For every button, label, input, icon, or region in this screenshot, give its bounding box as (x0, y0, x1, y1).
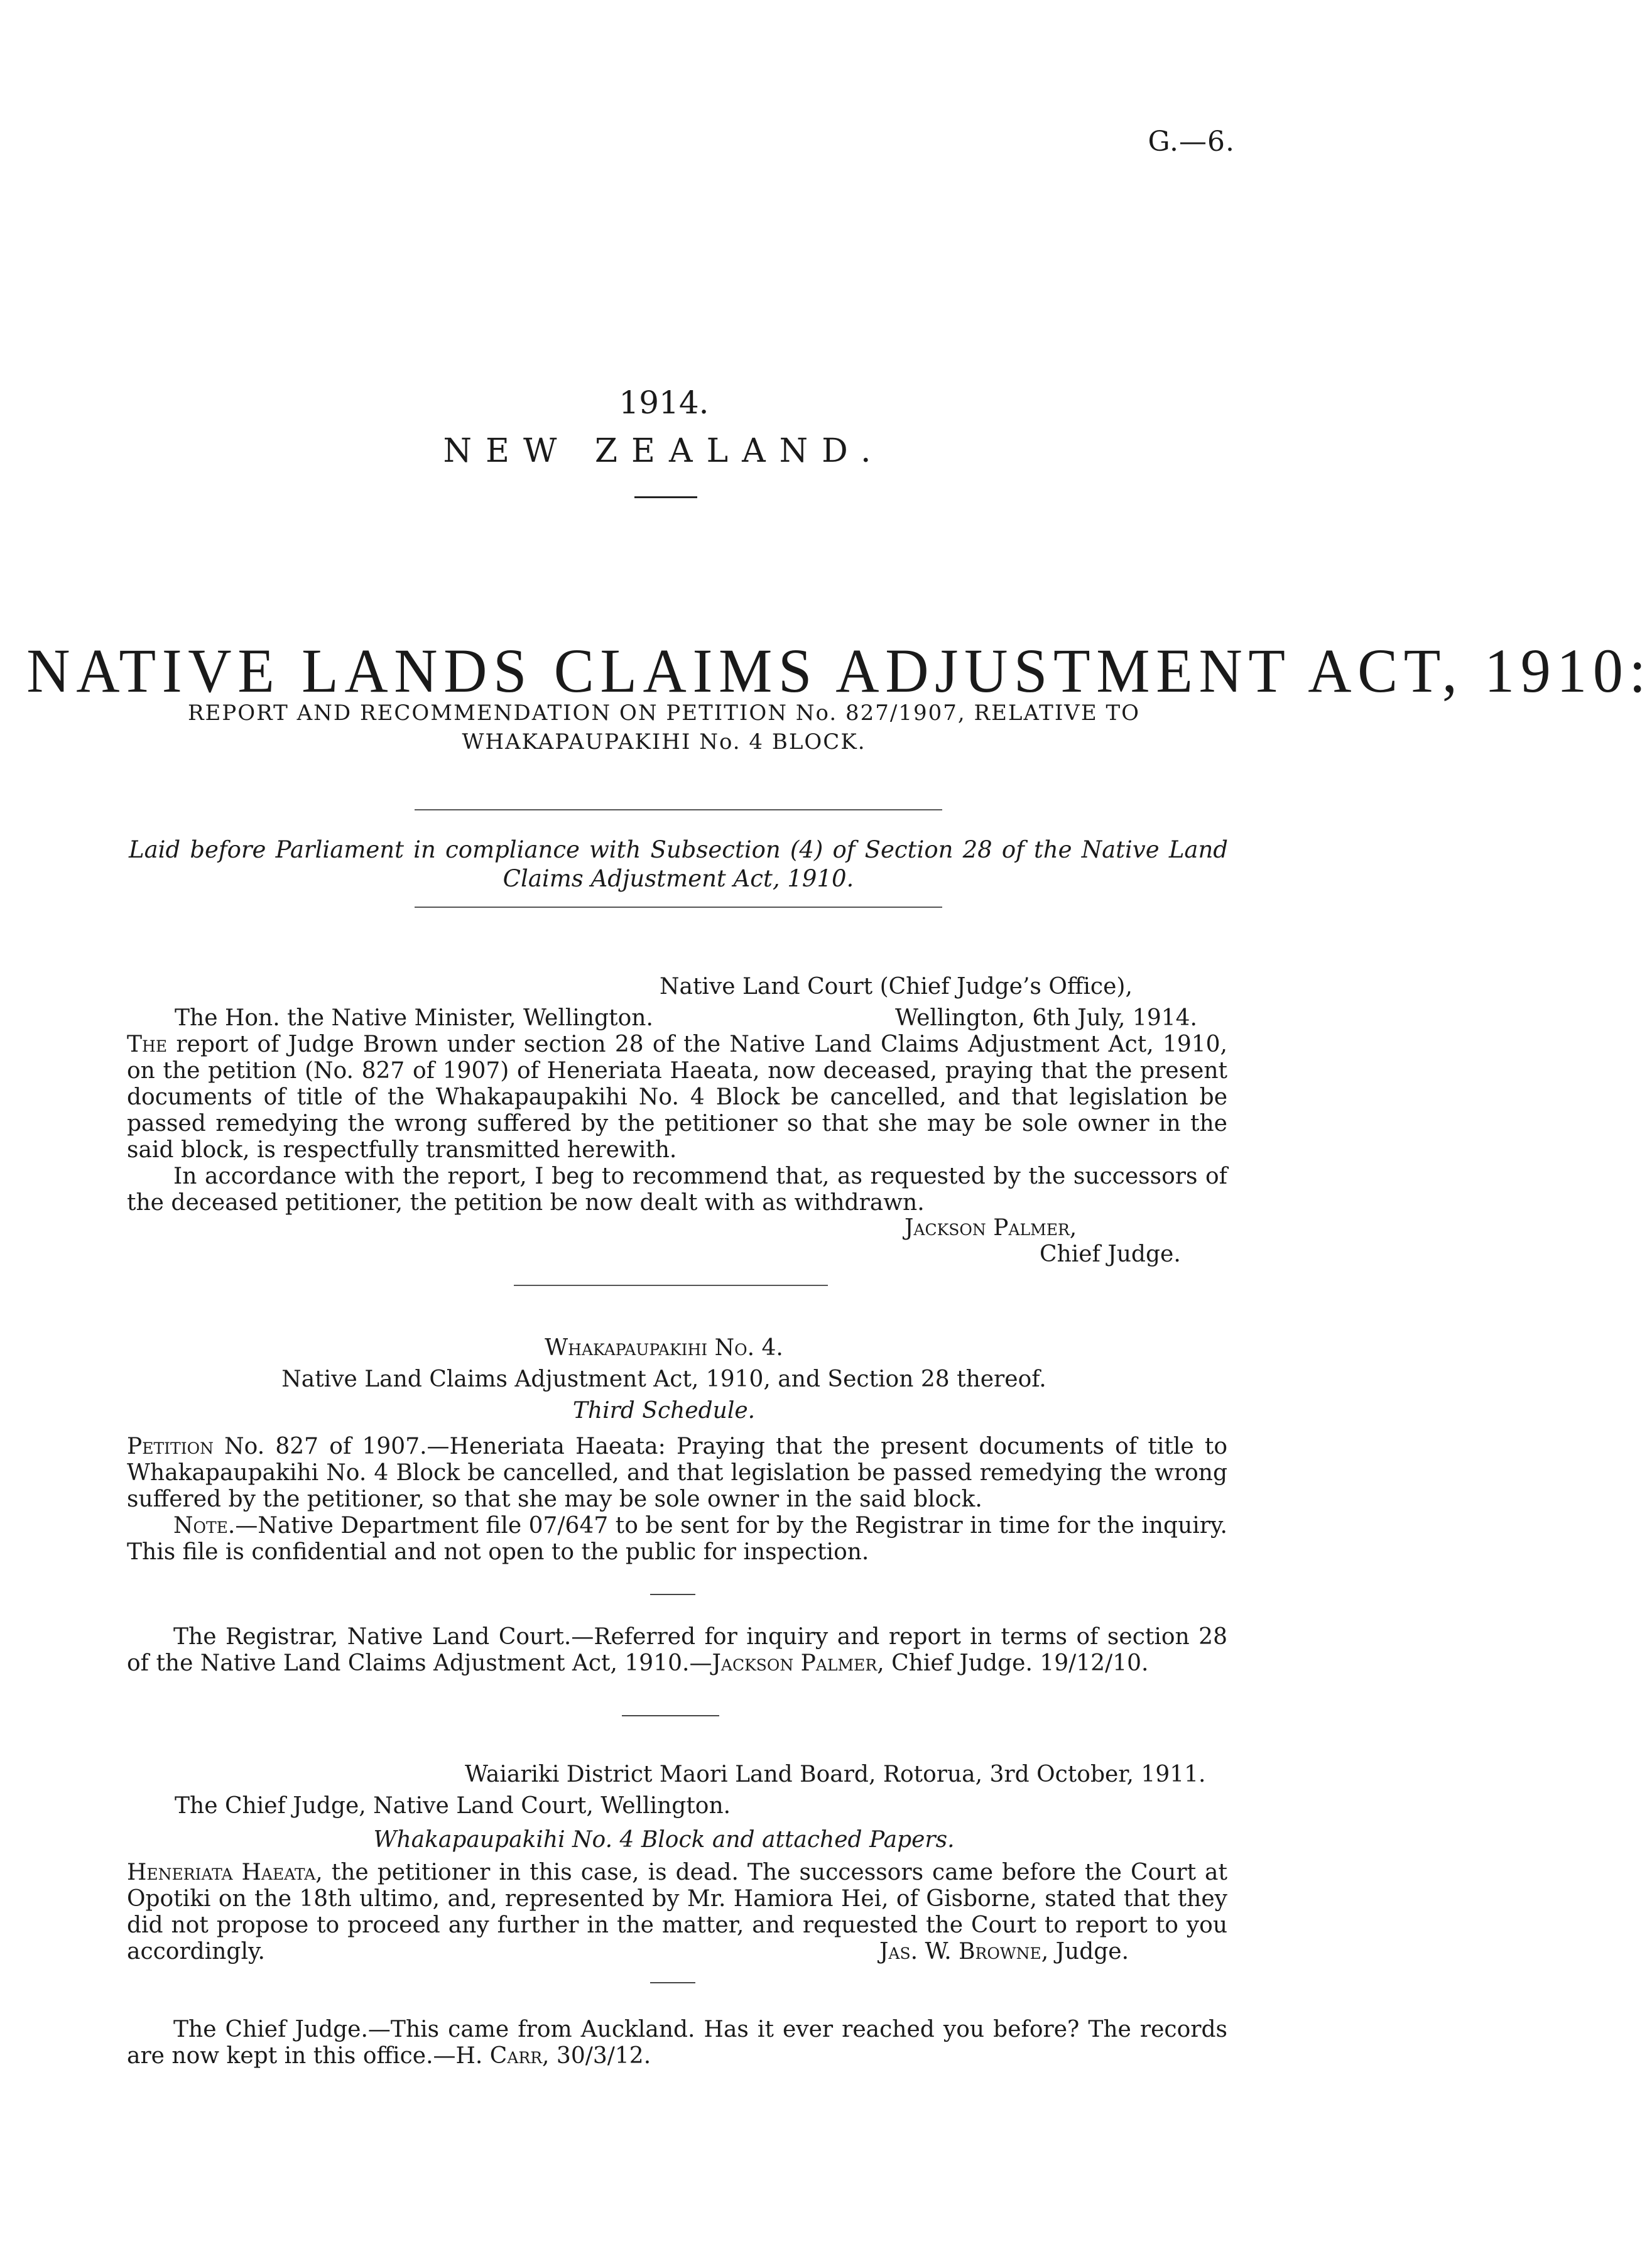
subtitle-line-1: REPORT AND RECOMMENDATION ON PETITION No. 827/1907, RELATIVE TO (187, 700, 1141, 726)
signature-tail: , Judge. (1041, 1939, 1129, 1964)
letter2-from: Waiariki District Maori Land Board, Rotorua, 3rd October, 1911. (465, 1762, 1206, 1787)
subtitle-line-2: WHAKAPAUPAKIHI No. 4 BLOCK. (462, 729, 866, 755)
letter-date: Wellington, 6th July, 1914. (895, 1005, 1197, 1031)
paragraph-lead: Heneriata Haeata (127, 1860, 316, 1885)
petition-paragraph (127, 1434, 1227, 1513)
divider (622, 1715, 719, 1716)
paragraph-lead: The (127, 1032, 168, 1057)
paragraph-text: The Chief Judge.—This came from Auckland. Has it ever reached you before? The records are now kept in this office.—H. (127, 2017, 1227, 2069)
paragraph-lead: Note. (173, 1513, 236, 1539)
paragraph-tail: , Chief Judge. 19/12/10. (877, 1650, 1149, 1676)
office-line: Native Land Court (Chief Judge’s Office), (660, 974, 1133, 1000)
paragraph-text: , the petitioner in this case, is dead. The successors came before the Court at Opotiki on the 18th ultimo, and, represented by Mr. Hamiora Hei, of Gisborne, stated that they did not propose to proceed any further in the matter, and requested the Court to report to you accordingly. (127, 1860, 1227, 1964)
paragraph-text: —Native Department file 07/647 to be sent for by the Registrar in time for the inquiry. This file is confidential and not open to the public for inspection. (127, 1513, 1227, 1565)
referral-signer: Jackson Palmer (712, 1650, 878, 1676)
divider (415, 809, 942, 810)
schedule-heading: Whakapaupakihi No. 4. (545, 1335, 783, 1361)
laid-before-parliament: Laid before Parliament in compliance with Subsection (4) of Section 28 of the Native Land Claims Adjustment Act, 1910. (129, 836, 1228, 892)
paper-reference: G.—6. (1148, 126, 1235, 158)
minute-signer: Carr (489, 2043, 543, 2069)
divider (650, 1594, 695, 1595)
referral-paragraph (127, 1624, 1227, 1677)
year: 1914. (619, 384, 709, 421)
paragraph-lead: Petition (127, 1434, 214, 1459)
letter2-to: The Chief Judge, Native Land Court, Wellington. (175, 1793, 731, 1819)
note-paragraph (127, 1513, 1227, 1566)
letter-paragraph-2: In accordance with the report, I beg to recommend that, as requested by the successors of the deceased petitioner, the petition be now dealt with as withdrawn. (127, 1163, 1227, 1216)
divider (415, 907, 942, 908)
letter2-signature (879, 1939, 1129, 1965)
paragraph-text: No. 827 of 1907.—Heneriata Haeata: Praying that the present documents of title to Whakapaupakihi No. 4 Block be cancelled, and that legislation be passed remedying the wrong suffered by the petitioner, so that she may be sole owner in the said block. (127, 1434, 1227, 1512)
addressee: The Hon. the Native Minister, Wellington. (175, 1005, 653, 1031)
letter-paragraph-1 (127, 1032, 1227, 1163)
country: NEW ZEALAND. (443, 432, 885, 470)
divider (634, 496, 697, 498)
minute-paragraph (127, 2017, 1227, 2069)
paragraph-text: The Registrar, Native Land Court.—Referred for inquiry and report in terms of section 28 of the Native Land Claims Adjustment Act, 1910.— (127, 1624, 1227, 1676)
divider (650, 1982, 695, 1983)
letter2-subject: Whakapaupakihi No. 4 Block and attached Papers. (373, 1827, 955, 1853)
paragraph-tail: , 30/3/12. (542, 2043, 651, 2069)
document-subtitle (0, 699, 1328, 756)
signature: Jackson Palmer, (905, 1215, 1077, 1241)
paragraph-text: report of Judge Brown under section 28 of the Native Land Claims Adjustment Act, 1910, on the petition (No. 827 of 1907) of Heneriata Haeata, now deceased, praying that the present documents of title of the Whakapaupakihi No. 4 Block be cancelled, and that legislation be passed remedying the wrong suffered by the petitioner so that she may be sole owner in the said block, is respectfully transmitted herewith. (127, 1032, 1228, 1163)
schedule-name: Third Schedule. (572, 1398, 756, 1424)
divider (514, 1285, 828, 1286)
schedule-act-line: Native Land Claims Adjustment Act, 1910, and Section 28 thereof. (281, 1366, 1046, 1392)
signature-name: Jas. W. Browne (879, 1939, 1041, 1964)
document-title: NATIVE LANDS CLAIMS ADJUSTMENT ACT, 1910: (26, 636, 1652, 706)
signature-title: Chief Judge. (1040, 1241, 1181, 1267)
